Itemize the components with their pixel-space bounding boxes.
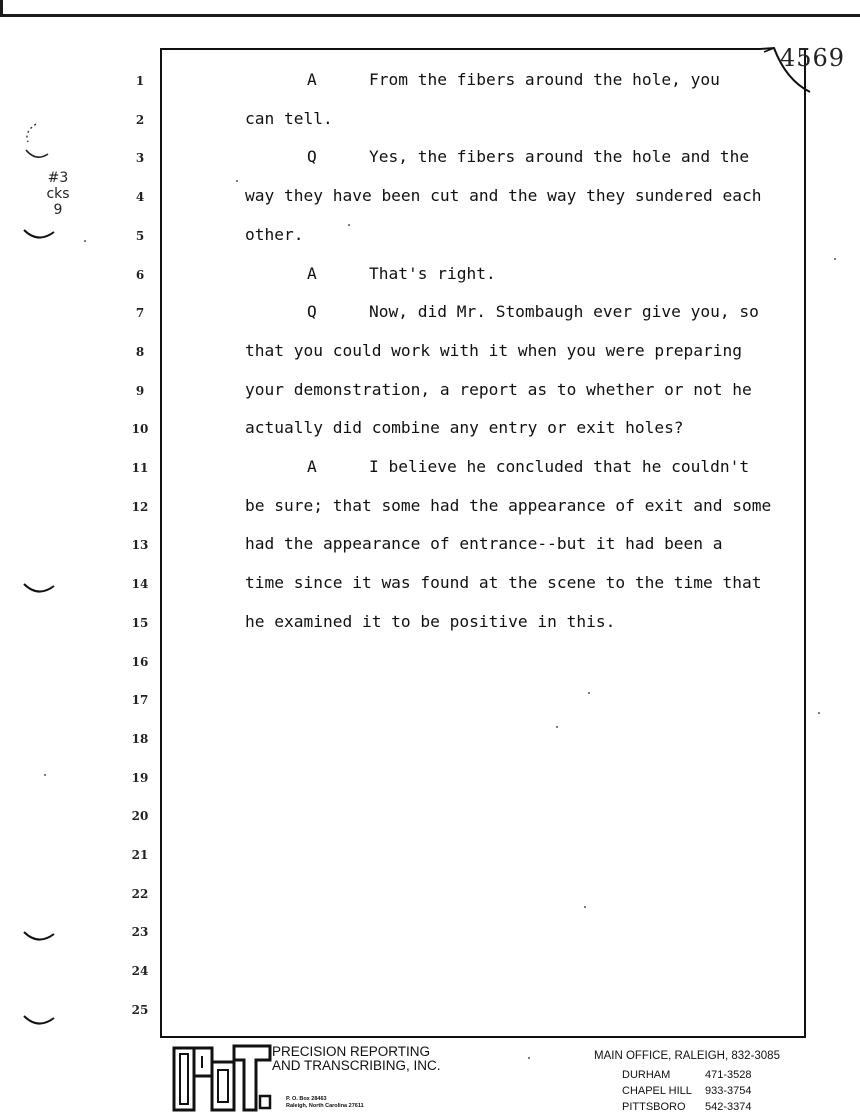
line-number: 10 [131, 422, 149, 437]
line-number: 9 [135, 383, 145, 398]
line-number: 21 [131, 848, 149, 862]
transcript-line-text: can tell. [245, 108, 333, 128]
transcript-line-text: your demonstration, a report as to whether or not he [245, 379, 752, 399]
speck [84, 240, 86, 242]
transcript-line-text: be sure; that some had the appearance of exit and some [245, 495, 772, 515]
speck [584, 906, 586, 908]
line-number: 5 [135, 228, 145, 243]
company-address [286, 1096, 364, 1110]
company-name-line: AND TRANSCRIBING, INC. [272, 1058, 441, 1073]
speck [236, 180, 238, 182]
transcript-line-text: From the fibers around the hole, you [369, 70, 720, 89]
speck [556, 726, 558, 728]
line-number: 19 [131, 770, 149, 785]
transcript-line-text: I believe he concluded that he couldn't [369, 457, 750, 476]
line-number: 17 [131, 693, 149, 708]
speck [588, 692, 590, 694]
transcript-line-text: That's right. [369, 263, 496, 283]
po-box: P. O. Box 28463 [286, 1096, 327, 1102]
speck [348, 224, 350, 226]
top-rule-tick [0, 0, 3, 16]
speaker-label: A [307, 70, 317, 89]
transcript-line-text: Yes, the fibers around the hole and the [369, 147, 750, 167]
line-number: 18 [131, 731, 149, 746]
line-number: 12 [131, 499, 149, 514]
hole-punch-mark-icon [20, 576, 60, 600]
line-number: 2 [135, 112, 145, 127]
line-number: 4 [135, 190, 145, 205]
speck [818, 712, 820, 714]
city-line: Raleigh, North Carolina 27611 [286, 1103, 364, 1109]
office-phone: 542-3374 [705, 1101, 752, 1113]
line-number: 20 [131, 809, 149, 824]
line-number: 14 [131, 577, 149, 592]
line-number: 3 [135, 151, 145, 166]
transcript-line-text: time since it was found at the scene to the time that [245, 573, 762, 593]
line-number: 16 [131, 654, 149, 669]
margin-note-line: 9 [53, 202, 63, 218]
transcript-line-text: Now, did Mr. Stombaugh ever give you, so [369, 302, 759, 322]
office-city: DURHAM [622, 1069, 671, 1081]
line-number: 1 [135, 74, 145, 88]
line-number: 24 [131, 964, 149, 979]
margin-note-line: cks [46, 186, 70, 202]
margin-note [40, 170, 76, 218]
transcript-line-text: other. [245, 224, 304, 244]
speck [834, 258, 836, 260]
office-city: CHAPEL HILL [622, 1085, 692, 1097]
line-number: 15 [131, 615, 149, 630]
speaker-label: Q [307, 302, 317, 322]
transcript-line-text: had the appearance of entrance--but it had been a [245, 534, 723, 554]
page-number: 4569 [780, 44, 846, 72]
main-office: MAIN OFFICE, RALEIGH, 832-3085 [594, 1050, 780, 1062]
pt-logo-icon [172, 1042, 272, 1114]
transcript-line-text: actually did combine any entry or exit holes? [245, 418, 684, 438]
transcript-line-text: he examined it to be positive in this. [245, 611, 616, 631]
line-number: 13 [131, 538, 149, 553]
company-name [272, 1045, 441, 1073]
line-number: 22 [131, 886, 149, 901]
hole-punch-mark-icon [20, 924, 60, 948]
line-number: 7 [135, 306, 145, 321]
company-name-line: PRECISION REPORTING [272, 1044, 431, 1059]
line-number: 25 [131, 1002, 149, 1017]
hole-punch-mark-icon [16, 118, 56, 166]
line-number: 8 [135, 344, 145, 359]
hole-punch-mark-icon [20, 222, 60, 246]
line-number: 11 [131, 461, 149, 475]
office-phone: 933-3754 [705, 1085, 752, 1097]
hole-punch-mark-icon [20, 1008, 60, 1032]
office-city: PITTSBORO [622, 1101, 686, 1113]
line-number: 6 [135, 267, 145, 282]
line-number: 23 [131, 925, 149, 940]
transcript-line-text: way they have been cut and the way they sundered each [245, 186, 762, 206]
speck [44, 774, 46, 776]
office-phone: 471-3528 [705, 1069, 752, 1081]
top-rule [0, 14, 860, 17]
speck [528, 1057, 530, 1059]
speaker-label: A [307, 263, 317, 283]
margin-note-line: #3 [47, 170, 69, 186]
speaker-label: A [307, 457, 317, 476]
transcript-line-text: that you could work with it when you were preparing [245, 340, 743, 360]
speaker-label: Q [307, 147, 317, 167]
